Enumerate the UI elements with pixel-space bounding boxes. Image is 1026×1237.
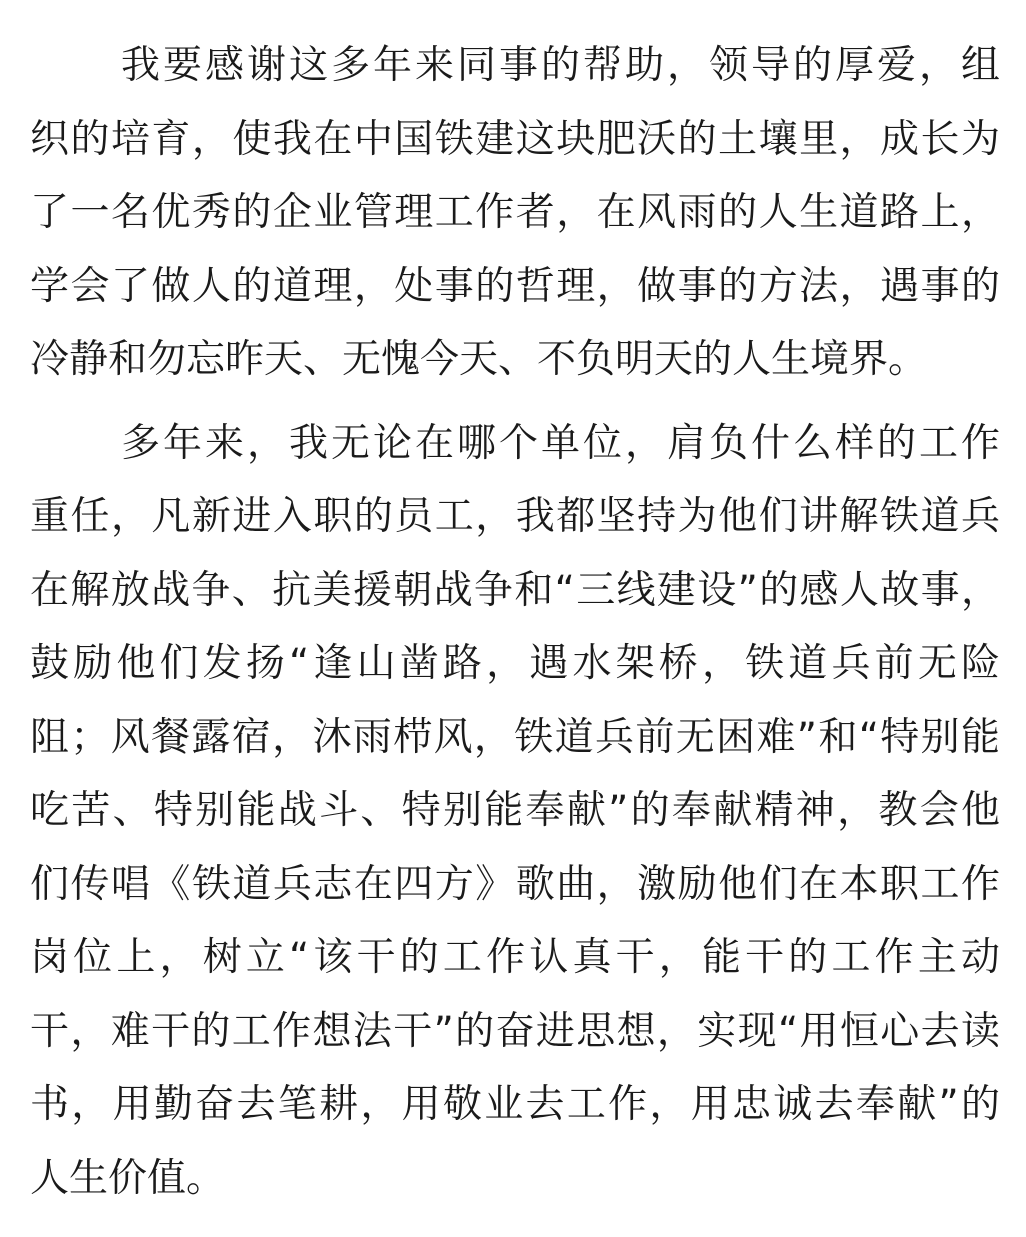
text-line: 书，用勤奋去笔耕，用敬业去工作，用忠诚去奉献”的 <box>30 1082 1000 1127</box>
text-line: 吃苦、特别能战斗、特别能奉献”的奉献精神，教会他 <box>30 788 1000 833</box>
paragraph-2 <box>30 407 1000 1216</box>
text-line: 重任，凡新进入职的员工，我都坚持为他们讲解铁道兵 <box>30 494 1000 539</box>
text-line: 人生价值。 <box>30 1155 226 1201</box>
text-line: 冷静和勿忘昨天、无愧今天、不负明天的人生境界。 <box>30 337 928 382</box>
text-line: 了一名优秀的企业管理工作者，在风雨的人生道路上， <box>30 190 1000 235</box>
text-line: 阻；风餐露宿，沐雨栉风，铁道兵前无困难”和“特别能 <box>30 714 1000 760</box>
text-line: 干，难干的工作想法干”的奋进思想，实现“用恒心去读 <box>30 1008 1000 1054</box>
text-line: 在解放战争、抗美援朝战争和“三线建设”的感人故事， <box>30 567 1000 613</box>
text-line: 岗位上，树立“该干的工作认真干，能干的工作主动 <box>30 935 1000 980</box>
text-line: 多年来，我无论在哪个单位，肩负什么样的工作 <box>121 420 1000 466</box>
text-line: 学会了做人的道理，处事的哲理，做事的方法，遇事的 <box>30 263 1000 309</box>
article-body <box>30 29 1000 1215</box>
text-line: 我要感谢这多年来同事的帮助，领导的厚爱，组 <box>121 43 1000 88</box>
paragraph-1 <box>30 29 1000 397</box>
text-line: 们传唱《铁道兵志在四方》歌曲，激励他们在本职工作 <box>30 861 1000 907</box>
text-line: 鼓励他们发扬“逢山凿路，遇水架桥，铁道兵前无险 <box>30 641 1000 686</box>
text-line: 织的培育，使我在中国铁建这块肥沃的土壤里，成长为 <box>30 116 1000 162</box>
